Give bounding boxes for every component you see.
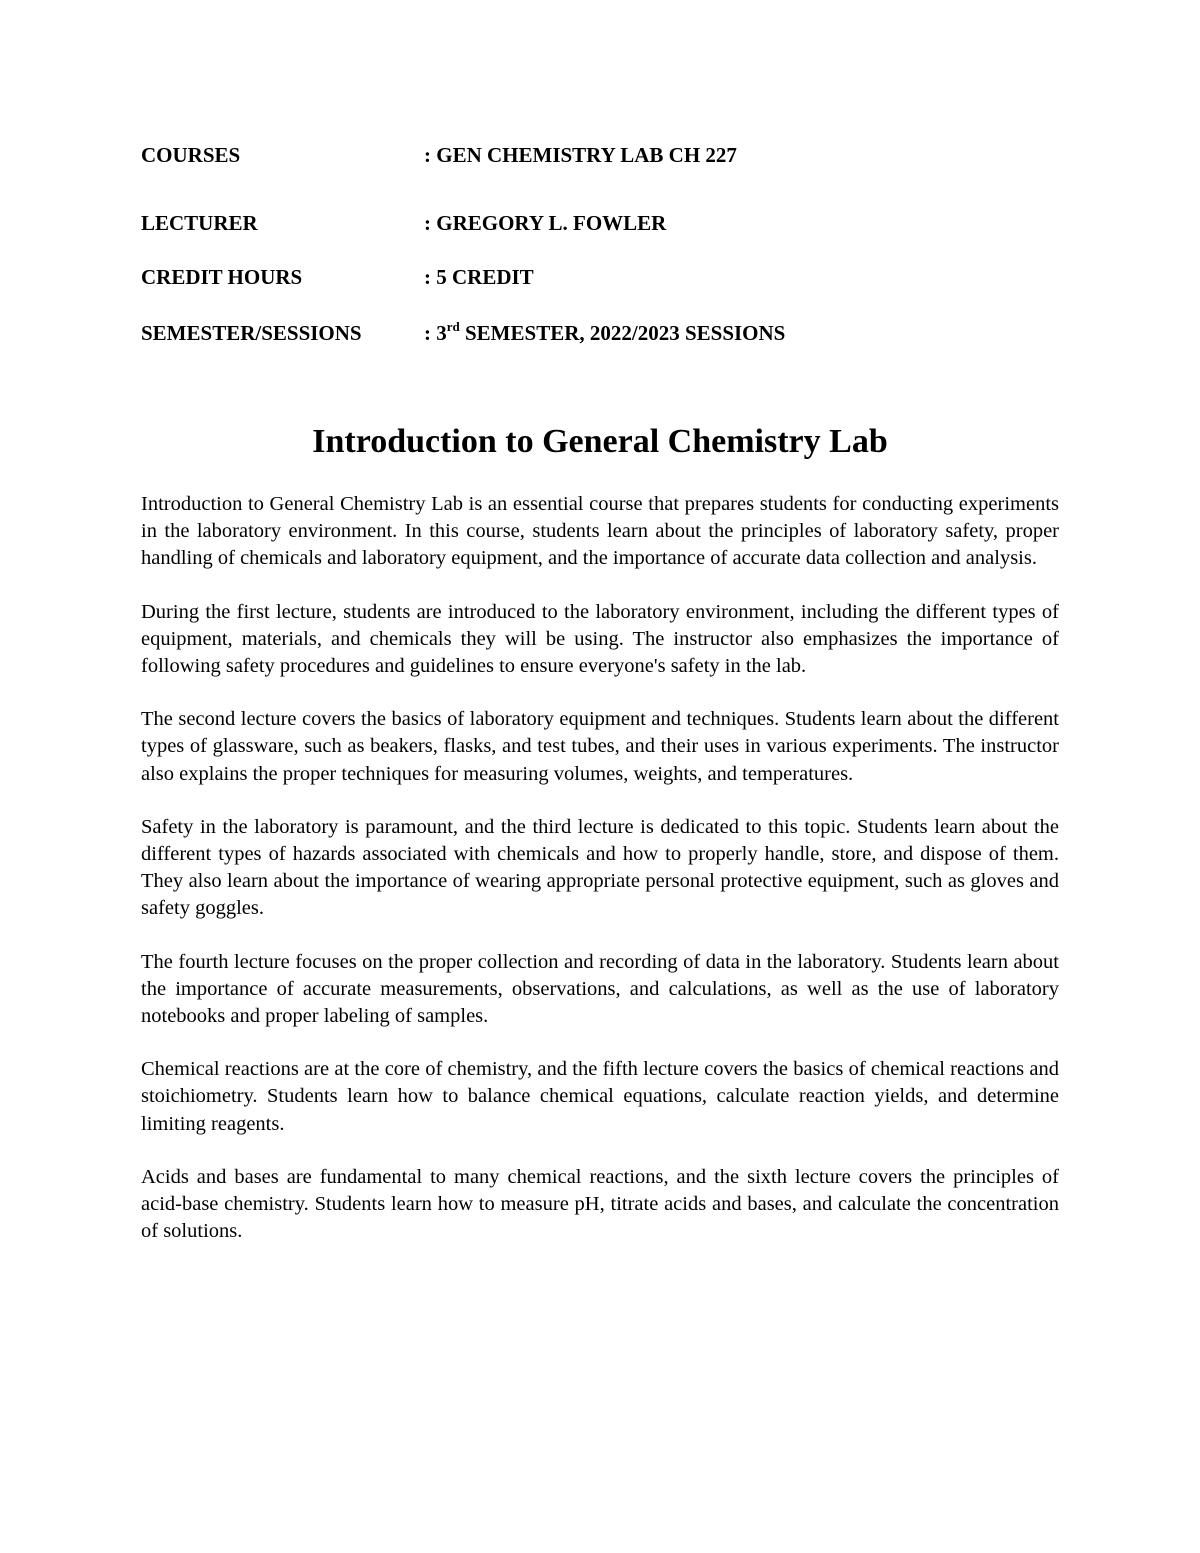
- course-info-block: [141, 140, 1081, 345]
- paragraph-third-lecture: Safety in the laboratory is paramount, and the third lecture is dedicated to this topic. Students learn about the different types of hazards associated with chemicals and how to properly handle, store, and dispose of them. They also learn about the importance of wearing appropriate personal protective equipment, such as gloves and safety goggles.: [141, 815, 1059, 920]
- credit-hours-row: [141, 262, 1081, 292]
- credit-hours-value: : 5 CREDIT: [424, 265, 534, 289]
- credit-hours-label: CREDIT HOURS: [141, 265, 303, 289]
- semester-value-prefix: : 3: [424, 321, 447, 345]
- semester-label: SEMESTER/SESSIONS: [141, 321, 362, 345]
- lecturer-label: LECTURER: [141, 211, 258, 235]
- paragraph-intro: Introduction to General Chemistry Lab is an essential course that prepares students for conducting experiments in the laboratory environment. In this course, students learn about the principles of laboratory safety, proper handling of chemicals and laboratory equipment, and the importance of accurate data collection and analysis.: [141, 493, 1059, 570]
- lecturer-row: [141, 208, 1081, 238]
- courses-value: : GEN CHEMISTRY LAB CH 227: [424, 143, 737, 167]
- document-title: Introduction to General Chemistry Lab: [312, 423, 888, 460]
- paragraph-fourth-lecture: The fourth lecture focuses on the proper collection and recording of data in the laboratory. Students learn about the importance of accurate measurements, observations, and calculations, as well as the use of laboratory notebooks and proper labeling of samples.: [141, 950, 1059, 1028]
- courses-label: COURSES: [141, 143, 241, 167]
- paragraph-sixth-lecture: Acids and bases are fundamental to many chemical reactions, and the sixth lecture covers the principles of acid-base chemistry. Students learn how to measure pH, titrate acids and bases, and calculate the concentration of solutions.: [141, 1165, 1059, 1243]
- paragraph-fifth-lecture: Chemical reactions are at the core of chemistry, and the fifth lecture covers the basics of chemical reactions and stoichiometry. Students learn how to balance chemical equations, calculate reaction yields, and determine limiting reagents.: [141, 1058, 1059, 1135]
- semester-value-suffix: SEMESTER, 2022/2023 SESSIONS: [459, 321, 786, 345]
- semester-ordinal-suffix: rd: [446, 319, 460, 334]
- paragraph-second-lecture: The second lecture covers the basics of laboratory equipment and techniques. Students learn about the different types of glassware, such as beakers, flasks, and test tubes, and their uses in various experiments. The instructor also explains the proper techniques for measuring volumes, weights, and temperatures.: [141, 708, 1059, 785]
- semester-row: [141, 318, 1081, 348]
- paragraph-first-lecture: During the first lecture, students are introduced to the laboratory environment, including the different types of equipment, materials, and chemicals they will be using. The instructor also emphasizes the importance of following safety procedures and guidelines to ensure everyone's safety in the lab.: [141, 600, 1059, 678]
- lecturer-value: : GREGORY L. FOWLER: [424, 211, 667, 235]
- courses-row: [141, 140, 1081, 170]
- semester-value: [424, 318, 785, 348]
- document-body: [141, 491, 1059, 1271]
